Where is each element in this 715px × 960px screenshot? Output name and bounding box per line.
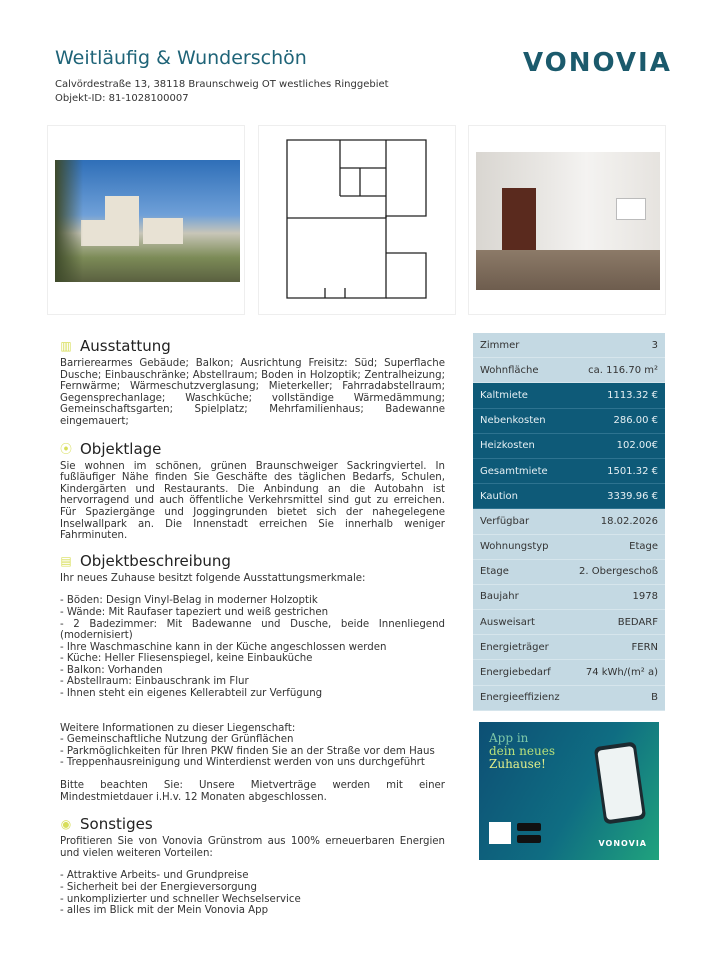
fact-value: 3 [651,339,658,351]
fact-value: B [651,692,658,704]
heading-text: Objektbeschreibung [80,551,231,570]
fact-label: Energiebedarf [480,667,551,679]
fact-row [473,484,665,509]
page-title: Weitläufig & Wunderschön [55,47,307,69]
fact-label: Verfügbar [480,515,530,527]
fact-value: 74 kWh/(m² a) [585,667,658,679]
fact-row [473,610,665,635]
fact-label: Energieeffizienz [480,692,560,704]
heading-text: Objektlage [80,439,162,458]
vonovia-logo: VONOVIA [523,48,672,78]
facts-table [473,333,665,711]
description-column [60,337,445,917]
fact-label: Ausweisart [480,616,535,628]
fact-value: FERN [631,641,658,653]
benefit-item: - Sicherheit bei der Energieversorgung [60,882,257,893]
feature-item: - Böden: Design Vinyl-Belag in moderner Holzoptik [60,595,318,607]
fact-row [473,535,665,560]
ad-headline-line: Zuhause! [489,757,546,771]
more-info-item: - Parkmöglichkeiten für Ihren PKW finden Sie an der Straße vor dem Haus [60,745,435,757]
google-play-badge[interactable] [517,823,541,831]
benefit-item: - alles im Blick mit der Mein Vonovia App [60,905,269,917]
fact-row [473,358,665,383]
benefit-item: - Attraktive Arbeits- und Grundpreise [60,870,249,882]
feature-item: - Küche: Heller Fliesenspiegel, keine Einbauküche [60,653,313,665]
fact-row [473,560,665,585]
section-heading-objektlage [60,440,445,458]
ad-logo: VONOVIA [598,839,647,848]
objektlage-text: Sie wohnen im schönen, grünen Braunschweiger Sackringviertel. In fußläufiger Nähe finden Sie Geschäfte des täglichen Bedarfs, Schulen, Kindergärten und Restaurants. Die Anbindung an die Autobahn ist hervorragend und auch öffentliche Verkehrsmittel sind gut zu erreichen. Für Spaziergänge und Joggingrunden bietet sich der nahegelegene Inselwallpark an. Die Innenstadt erreichen Sie innerhalb weniger Fahrminuten. [60,460,445,542]
fact-label: Kaution [480,490,519,502]
section-heading-objektbeschreibung [60,552,445,570]
fact-value: 18.02.2026 [600,515,658,527]
fact-value: 3339.96 € [607,490,658,502]
fact-row [473,459,665,484]
fact-label: Etage [480,566,509,578]
contract-note: Bitte beachten Sie: Unsere Mietverträge werden mit einer Mindestmietdauer i.H.v. 12 Monaten abgeschlossen. [60,780,445,803]
benefit-item: - unkomplizierter und schneller Wechselservice [60,893,301,905]
fact-row [473,660,665,685]
fact-value: 1978 [632,591,658,603]
list-icon: ▥ [60,339,72,353]
address-block [55,78,389,106]
fact-value: ca. 116.70 m² [588,364,658,376]
interior-photo[interactable] [468,125,666,315]
feature-item: - Wände: Mit Raufaser tapeziert und weiß gestrichen [60,606,329,618]
fact-label: Wohnfläche [480,364,539,376]
fact-label: Wohnungstyp [480,541,549,553]
building-photo[interactable] [47,125,245,315]
address: Calvördestraße 13, 38118 Braunschweig OT westliches Ringgebiet [55,79,389,90]
objektbeschreibung-intro: Ihr neues Zuhause besitzt folgende Ausstattungsmerkmale: [60,572,366,584]
fact-label: Kaltmiete [480,389,528,401]
fact-value: Etage [629,541,658,553]
ad-headline [489,732,555,771]
floor-plan-drawing [285,138,430,300]
feature-item: - 2 Badezimmer: Mit Badewanne und Dusche, beide Innenliegend (modernisiert) [60,618,445,642]
fact-label: Baujahr [480,591,519,603]
qr-code-icon [489,822,511,844]
fact-value: 286.00 € [613,415,658,427]
fact-row [473,333,665,358]
app-ad-banner[interactable] [479,722,659,860]
heading-text: Sonstiges [80,815,153,834]
fact-value: 2. Obergeschoß [579,566,658,578]
building-photo-image [55,160,240,282]
sonstiges-intro: Profitieren Sie von Vonovia Grünstrom aus 100% erneuerbaren Energien und vielen weiteren Vorteilen: [60,836,445,859]
fact-label: Nebenkosten [480,415,546,427]
interior-photo-image [476,152,660,290]
ad-headline-line: App in [489,731,529,745]
fact-label: Gesamtmiete [480,465,548,477]
object-id: Objekt-ID: 81-1028100007 [55,93,189,104]
section-heading-sonstiges [60,815,445,833]
fact-row [473,585,665,610]
fact-label: Heizkosten [480,440,535,452]
fact-label: Energieträger [480,641,549,653]
fact-row [473,383,665,408]
heading-text: Ausstattung [80,337,171,355]
fact-row [473,509,665,534]
more-info-item: - Gemeinschaftliche Nutzung der Grünflächen [60,734,294,746]
floor-plan[interactable] [258,125,456,315]
phone-image [594,741,646,824]
fact-value: 1501.32 € [607,465,658,477]
more-info-item: - Treppenhausreinigung und Winterdienst werden von uns durchgeführt [60,757,425,769]
feature-item: - Ihre Waschmaschine kann in der Küche angeschlossen werden [60,641,387,653]
ad-headline-line: dein neues [489,744,555,758]
app-store-badge[interactable] [517,835,541,843]
more-info-intro: Weitere Informationen zu dieser Liegenschaft: [60,722,296,734]
feature-item: - Ihnen steht ein eigenes Kellerabteil zur Verfügung [60,688,323,700]
fact-row [473,409,665,434]
fact-row [473,434,665,459]
section-heading-ausstattung [60,337,445,355]
ausstattung-text: Barrierearmes Gebäude; Balkon; Ausrichtung Freisitz: Süd; Superflache Dusche; Einbauschränke; Abstellraum; Boden in Holzoptik; Zentralheizung; Fernwärme; Wärmeschutzverglasung; Mieterkeller; Fahrradabstellraum; Gegensprechanlage; Waschküche; vollständige Wärmedämmung; Gemeinschaftsgarten; Spielplatz; Mehrfamilienhaus; Badewanne eingemauert; [60,358,445,427]
note-icon: ▤ [60,553,72,568]
fact-value: 102.00€ [616,440,658,452]
fact-value: BEDARF [617,616,658,628]
fact-row [473,635,665,660]
location-pin-icon: ⦿ [60,441,73,456]
fact-row [473,686,665,711]
fact-label: Zimmer [480,339,520,351]
feature-item: - Balkon: Vorhanden [60,664,163,676]
circle-dot-icon: ◉ [60,817,72,832]
fact-value: 1113.32 € [607,389,658,401]
feature-item: - Abstellraum: Einbauschrank im Flur [60,676,249,688]
